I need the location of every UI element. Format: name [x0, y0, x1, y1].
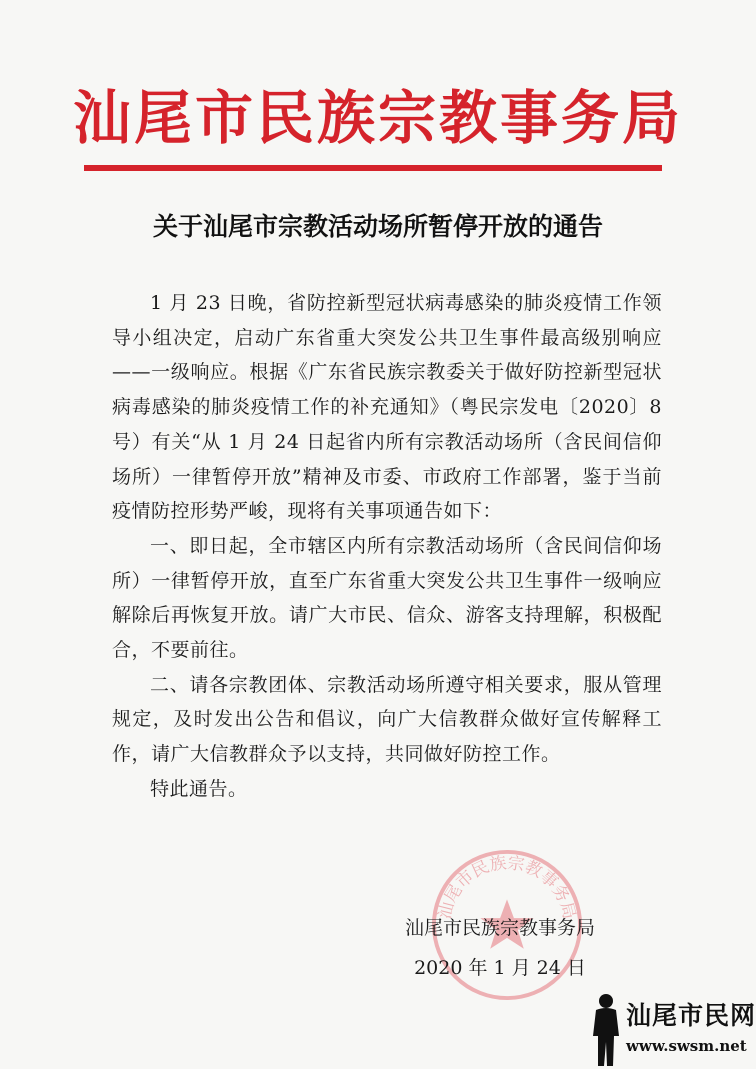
- paragraph-intro: 1 月 23 日晚，省防控新型冠状病毒感染的肺炎疫情工作领导小组决定，启动广东省重大突发公共卫生事件最高级别响应——一级响应。根据《广东省民族宗教委关于做好防控新型冠状病毒感染的肺炎疫情工作的补充通知》（粤民宗发电〔2020〕8 号）有关“从 1 月 24 日起省内所有宗教活动场所（含民间信仰场所）一律暂停开放”精神及市委、市政府工作部署，鉴于当前疫情防控形势严峻，现将有关事项通告如下：: [112, 292, 662, 523]
- seal-text: 汕尾市民族宗教事务局: [433, 852, 581, 921]
- paragraph-closing: 特此通告。: [150, 777, 248, 800]
- person-silhouette-icon: [588, 992, 624, 1069]
- issuer-name: 汕尾市民族宗教事务局: [404, 917, 595, 939]
- site-watermark: [588, 992, 756, 1069]
- signature-block: [340, 908, 660, 988]
- watermark-site-name: 汕尾市民网: [626, 1001, 756, 1030]
- notice-title: 关于汕尾市宗教活动场所暂停开放的通告: [152, 212, 603, 241]
- paragraph-item-1: 一、即日起，全市辖区内所有宗教活动场所（含民间信仰场所）一律暂停开放，直至广东省重大突发公共卫生事件一级响应解除后再恢复开放。请广大市民、信众、游客支持理解，积极配合，不要前往。: [112, 534, 662, 662]
- watermark-url: www.swsm.net: [626, 1037, 747, 1055]
- notice-body: [112, 286, 662, 807]
- issue-date: 2020 年 1 月 24 日: [414, 957, 586, 979]
- masthead-title: 汕尾市民族宗教事务局: [72, 84, 683, 152]
- paragraph-item-2: 二、请各宗教团体、宗教活动场所遵守相关要求，服从管理规定，及时发出公告和倡议，向广大信教群众做好宣传解释工作，请广大信教群众予以支持，共同做好防控工作。: [112, 673, 662, 766]
- red-divider-line: [84, 165, 662, 171]
